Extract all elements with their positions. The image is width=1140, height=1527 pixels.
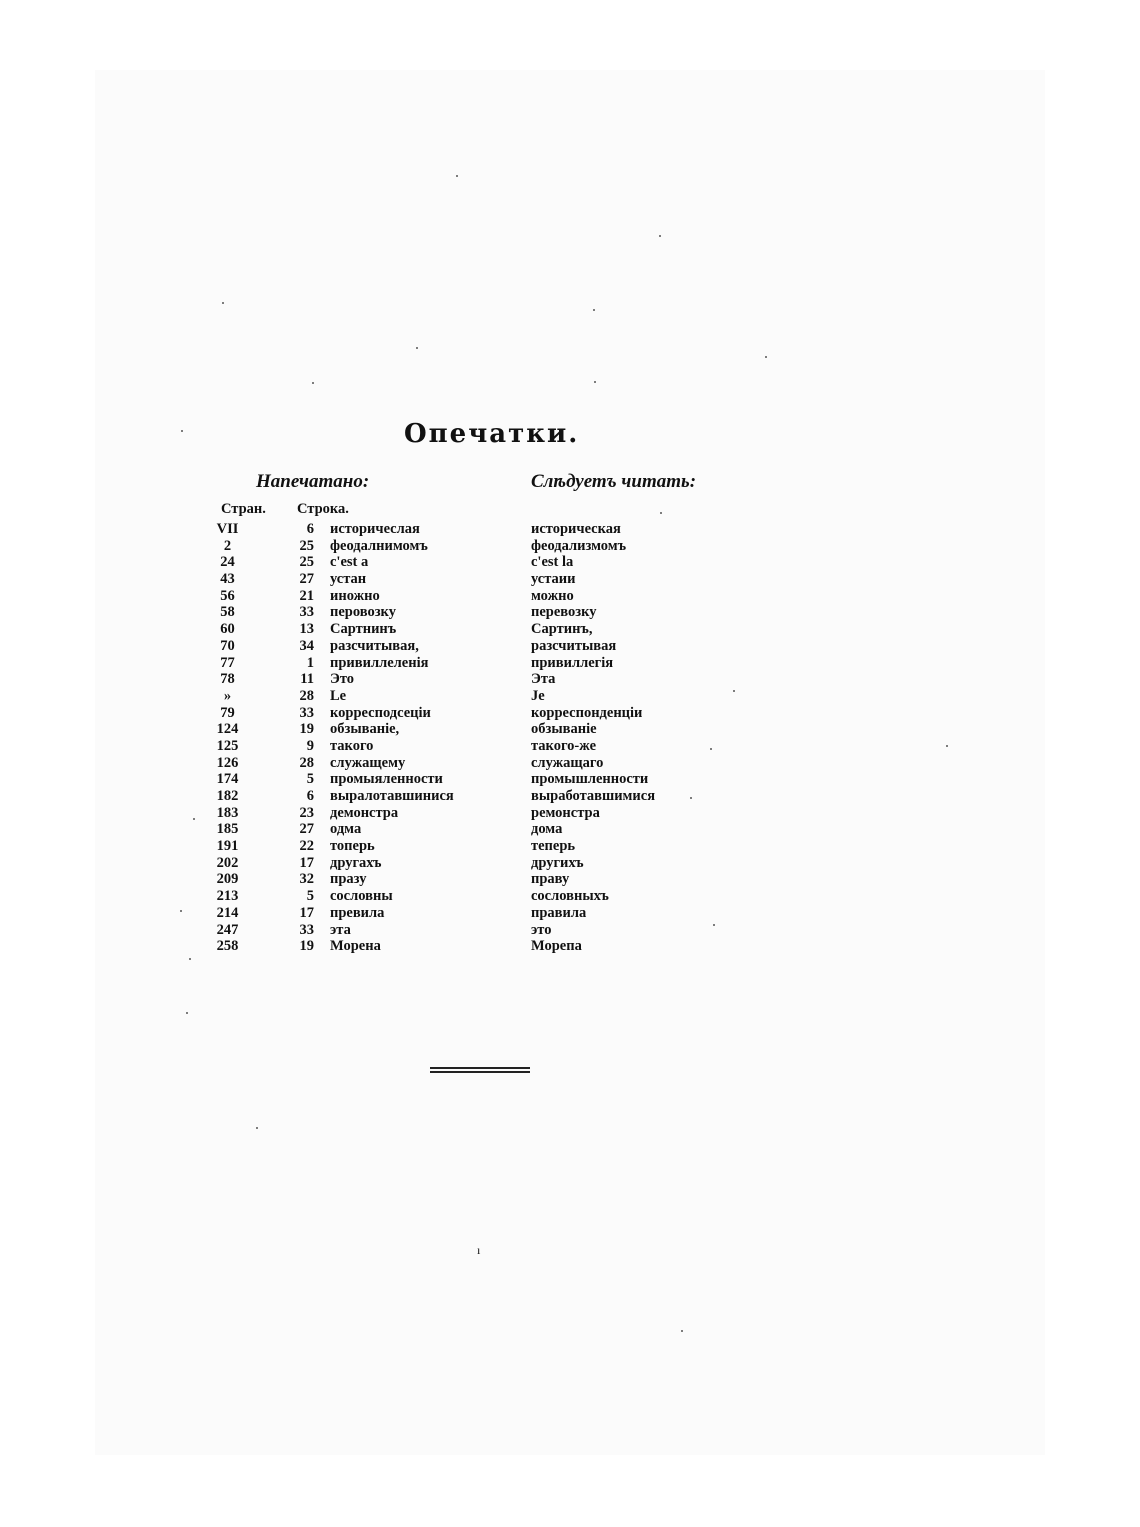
errata-row bbox=[200, 604, 720, 621]
errata-page-number: 247 bbox=[216, 921, 239, 938]
errata-printed-text: служащему bbox=[330, 754, 406, 771]
scan-speck bbox=[593, 309, 595, 311]
errata-page-number: 77 bbox=[220, 654, 235, 671]
errata-page-number: 60 bbox=[220, 621, 235, 638]
errata-row bbox=[200, 805, 720, 822]
errata-line-number: 33 bbox=[299, 704, 314, 721]
errata-row bbox=[200, 738, 720, 755]
errata-row bbox=[200, 755, 720, 772]
errata-correct-text: обзываніе bbox=[531, 721, 597, 738]
errata-page-number: VII bbox=[216, 521, 239, 537]
errata-correct-text: ремонстра bbox=[531, 804, 600, 821]
errata-correct-text: можно bbox=[531, 587, 574, 604]
errata-row bbox=[200, 538, 720, 555]
errata-page-number: 183 bbox=[216, 804, 239, 821]
errata-row bbox=[200, 521, 720, 538]
errata-row bbox=[200, 821, 720, 838]
scan-speck bbox=[416, 347, 418, 349]
errata-page-number: 79 bbox=[220, 704, 235, 721]
errata-line-number: 19 bbox=[299, 721, 314, 738]
scan-speck bbox=[456, 175, 458, 177]
errata-printed-text: превила bbox=[330, 904, 385, 921]
errata-printed-text: разсчитывая, bbox=[330, 637, 419, 654]
errata-row bbox=[200, 855, 720, 872]
errata-correct-text: перевозку bbox=[531, 604, 597, 621]
errata-printed-text: c'est a bbox=[330, 554, 369, 571]
errata-page-number: 202 bbox=[216, 854, 239, 871]
scan-speck bbox=[186, 1012, 188, 1014]
scan-speck bbox=[713, 924, 715, 926]
errata-line-number: 5 bbox=[306, 771, 314, 788]
errata-row bbox=[200, 554, 720, 571]
errata-row bbox=[200, 871, 720, 888]
errata-line-number: 25 bbox=[299, 537, 314, 554]
errata-printed-text: такого bbox=[330, 737, 374, 754]
errata-line-number: 28 bbox=[299, 754, 314, 771]
errata-printed-text: устан bbox=[330, 571, 367, 588]
errata-printed-text: Это bbox=[330, 671, 355, 688]
errata-correct-text: феодализмомъ bbox=[531, 537, 627, 554]
errata-printed-text: обзываніе, bbox=[330, 721, 400, 738]
errata-printed-text: Морена bbox=[330, 938, 381, 955]
errata-line-number: 1 bbox=[306, 654, 314, 671]
errata-line-number: 17 bbox=[299, 854, 314, 871]
errata-page-number: 214 bbox=[216, 904, 239, 921]
errata-row bbox=[200, 721, 720, 738]
errata-printed-text: корресподсеціи bbox=[330, 704, 431, 721]
errata-line-number: 19 bbox=[299, 938, 314, 955]
errata-row bbox=[200, 788, 720, 805]
errata-line-number: 23 bbox=[299, 804, 314, 821]
errata-page-number: 213 bbox=[216, 888, 239, 905]
errata-page-number: 126 bbox=[216, 754, 239, 771]
footer-mark: ı bbox=[477, 1243, 481, 1257]
errata-line-number: 28 bbox=[299, 687, 314, 704]
errata-page-number: 70 bbox=[220, 637, 235, 654]
scan-speck bbox=[681, 1330, 683, 1332]
line-column-heading: Строка. bbox=[297, 501, 349, 517]
errata-page-number: 191 bbox=[216, 838, 239, 855]
errata-correct-text: привиллегія bbox=[531, 654, 614, 671]
errata-table bbox=[200, 521, 720, 955]
errata-line-number: 32 bbox=[299, 871, 314, 888]
errata-correct-text: Сартинъ, bbox=[531, 621, 593, 638]
errata-printed-text: привиллеленія bbox=[330, 654, 429, 671]
scan-speck bbox=[660, 512, 662, 514]
errata-row bbox=[200, 838, 720, 855]
errata-printed-text: Сартнинъ bbox=[330, 621, 397, 638]
errata-printed-text: демонстра bbox=[330, 804, 399, 821]
errata-page-number: 258 bbox=[216, 938, 239, 955]
errata-correct-text: устаии bbox=[531, 571, 576, 588]
errata-line-number: 9 bbox=[306, 737, 314, 754]
errata-page-number: 58 bbox=[220, 604, 235, 621]
errata-printed-text: одма bbox=[330, 821, 362, 838]
errata-correct-text: корреспонденціи bbox=[531, 704, 643, 721]
errata-printed-text: Le bbox=[330, 687, 347, 704]
errata-printed-text: выралотавшинися bbox=[330, 788, 454, 804]
errata-page-number: 78 bbox=[220, 671, 235, 688]
scan-speck bbox=[181, 430, 183, 432]
errata-row bbox=[200, 888, 720, 905]
scan-speck bbox=[594, 381, 596, 383]
errata-correct-text: Морепа bbox=[531, 938, 582, 955]
scan-speck bbox=[312, 382, 314, 384]
scan-speck bbox=[256, 1127, 258, 1129]
errata-row bbox=[200, 922, 720, 939]
errata-correct-text: такого-же bbox=[531, 737, 597, 754]
errata-correct-text: c'est la bbox=[531, 554, 574, 571]
errata-page-number: 24 bbox=[220, 554, 235, 571]
errata-line-number: 25 bbox=[299, 554, 314, 571]
errata-row bbox=[200, 588, 720, 605]
scan-speck bbox=[733, 690, 735, 692]
errata-line-number: 27 bbox=[299, 571, 314, 588]
errata-line-number: 6 bbox=[306, 521, 314, 537]
errata-row bbox=[200, 671, 720, 688]
scan-speck bbox=[690, 797, 692, 799]
errata-page-number: 43 bbox=[220, 571, 235, 588]
errata-page-number: 182 bbox=[216, 788, 239, 804]
errata-line-number: 33 bbox=[299, 604, 314, 621]
errata-printed-text: топерь bbox=[330, 838, 375, 855]
errata-printed-text: иножно bbox=[330, 587, 380, 604]
errata-printed-text: другахъ bbox=[330, 854, 382, 871]
errata-line-number: 6 bbox=[306, 788, 314, 804]
errata-printed-text: историчеслая bbox=[330, 521, 420, 537]
page-column-heading: Стран. bbox=[221, 501, 266, 517]
errata-correct-text: служащаго bbox=[531, 754, 604, 771]
scan-speck bbox=[189, 958, 191, 960]
scan-speck bbox=[765, 356, 767, 358]
errata-page-number: 125 bbox=[216, 737, 239, 754]
scan-speck bbox=[193, 818, 195, 820]
errata-page-number: 209 bbox=[216, 871, 239, 888]
errata-printed-text: перовозку bbox=[330, 604, 396, 621]
errata-correct-text: другихъ bbox=[531, 854, 584, 871]
errata-correct-text: разсчитывая bbox=[531, 637, 617, 654]
errata-correct-text: праву bbox=[531, 871, 570, 888]
errata-line-number: 33 bbox=[299, 921, 314, 938]
scan-speck bbox=[710, 748, 712, 750]
scan-speck bbox=[659, 235, 661, 237]
errata-line-number: 17 bbox=[299, 904, 314, 921]
errata-correct-text: дома bbox=[531, 821, 563, 838]
errata-printed-text: феодалнимомъ bbox=[330, 537, 428, 554]
errata-page-number: » bbox=[223, 687, 232, 704]
errata-printed-text: сословны bbox=[330, 888, 393, 905]
errata-correct-text: Je bbox=[531, 687, 545, 704]
errata-line-number: 27 bbox=[299, 821, 314, 838]
page-title: Опечатки. bbox=[404, 419, 580, 449]
errata-line-number: 13 bbox=[299, 621, 314, 638]
errata-page-number: 174 bbox=[216, 771, 239, 788]
errata-page-number: 124 bbox=[216, 721, 239, 738]
scan-speck bbox=[180, 910, 182, 912]
errata-line-number: 34 bbox=[299, 637, 314, 654]
scan-speck bbox=[946, 745, 948, 747]
errata-line-number: 21 bbox=[299, 587, 314, 604]
errata-page-number: 56 bbox=[220, 587, 235, 604]
errata-correct-text: правила bbox=[531, 904, 587, 921]
errata-correct-text: историческая bbox=[531, 521, 621, 537]
errata-row bbox=[200, 771, 720, 788]
errata-correct-text: сословныхъ bbox=[531, 888, 609, 905]
printed-column-heading: Напечатано: bbox=[256, 471, 370, 492]
errata-line-number: 11 bbox=[300, 671, 314, 688]
errata-row bbox=[200, 638, 720, 655]
errata-printed-text: эта bbox=[330, 921, 351, 938]
should-read-column-heading: Слѣдуетъ читать: bbox=[531, 471, 697, 492]
errata-page-number: 2 bbox=[223, 537, 232, 554]
errata-line-number: 5 bbox=[306, 888, 314, 905]
errata-correct-text: Эта bbox=[531, 671, 556, 688]
double-rule-divider bbox=[430, 1067, 530, 1073]
errata-row bbox=[200, 688, 720, 705]
scan-speck bbox=[222, 302, 224, 304]
errata-correct-text: выработавшимися bbox=[531, 788, 656, 804]
errata-line-number: 22 bbox=[299, 838, 314, 855]
errata-row bbox=[200, 621, 720, 638]
errata-row bbox=[200, 905, 720, 922]
errata-correct-text: теперь bbox=[531, 838, 576, 855]
errata-correct-text: промышленности bbox=[531, 771, 649, 788]
errata-row bbox=[200, 655, 720, 672]
errata-row bbox=[200, 938, 720, 955]
errata-printed-text: празу bbox=[330, 871, 367, 888]
errata-printed-text: промыяленности bbox=[330, 771, 443, 788]
errata-correct-text: это bbox=[531, 921, 552, 938]
errata-row bbox=[200, 571, 720, 588]
errata-row bbox=[200, 705, 720, 722]
errata-page-number: 185 bbox=[216, 821, 239, 838]
